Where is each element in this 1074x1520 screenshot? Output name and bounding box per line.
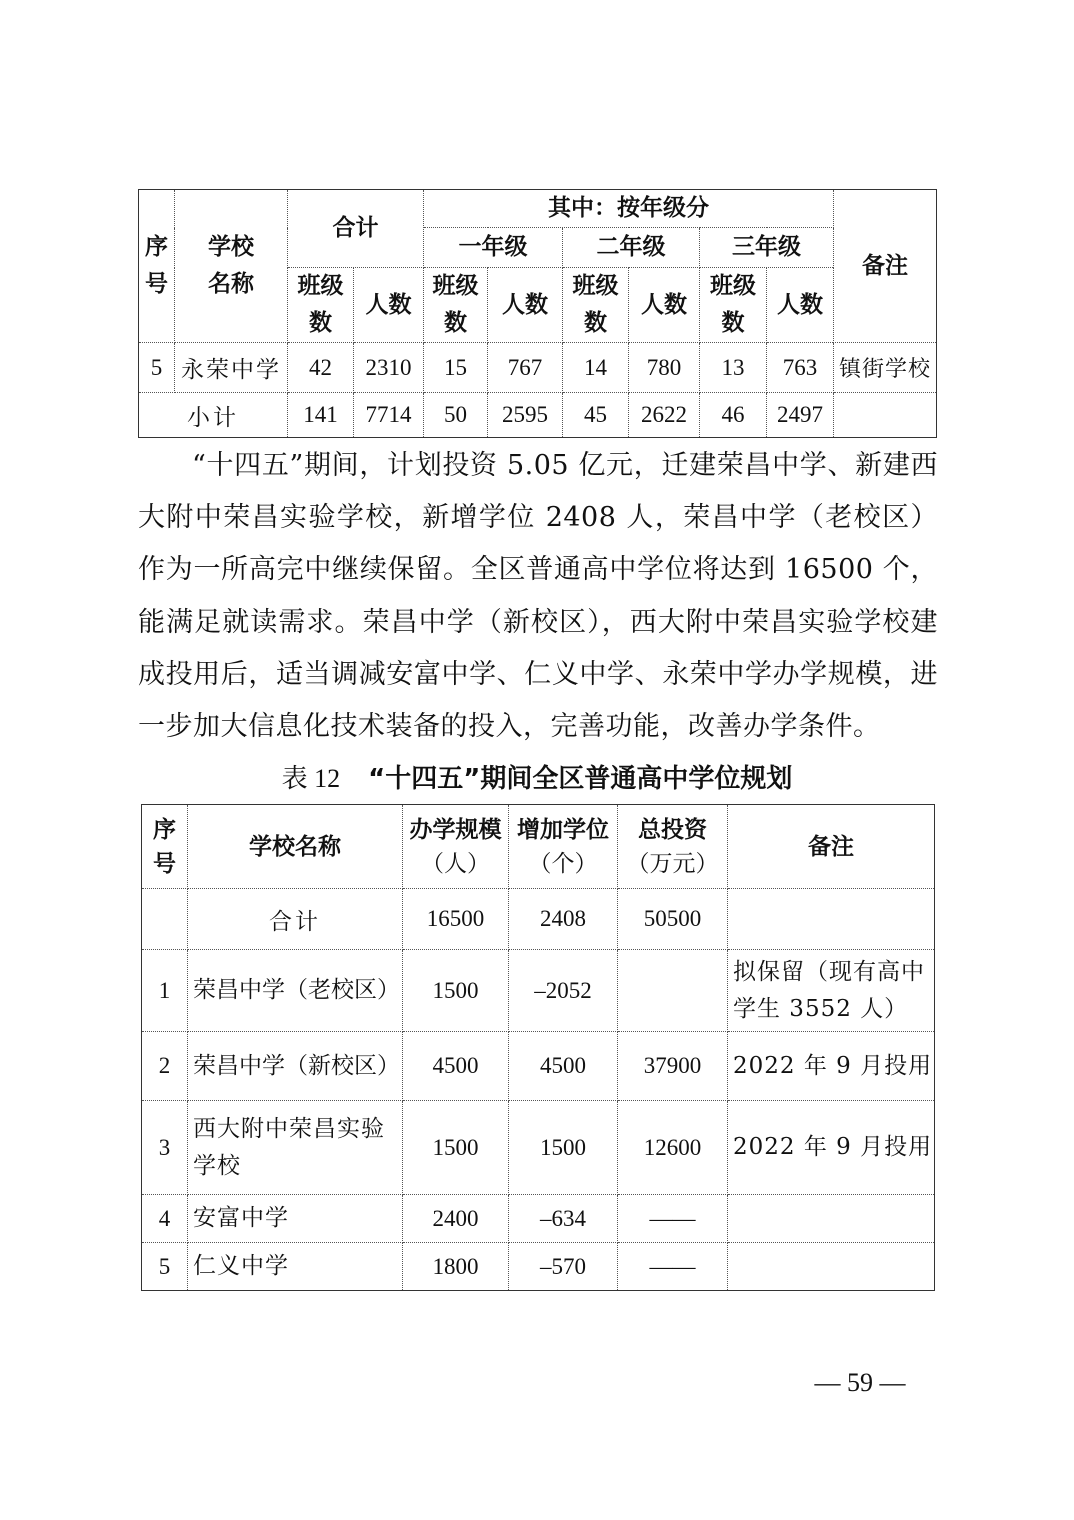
table-row <box>142 1195 935 1243</box>
row-remark: 2022 年 9 月投用 <box>728 1032 935 1101</box>
row-added: 1500 <box>509 1101 618 1195</box>
row-remark: 拟保留（现有高中学生 3552 人） <box>728 950 935 1032</box>
total-scale: 16500 <box>403 889 509 950</box>
row-g3-people: 763 <box>767 343 834 393</box>
row-scale: 1500 <box>403 950 509 1032</box>
row-seq: 1 <box>142 950 188 1032</box>
header-scale <box>403 805 509 889</box>
table-row <box>139 343 937 393</box>
row-seq: 4 <box>142 1195 188 1243</box>
header-remark: 备注 <box>834 190 937 343</box>
row-g1-people: 767 <box>488 343 563 393</box>
subtotal-g3-classes: 46 <box>700 393 767 438</box>
header-seq-text: 序号 <box>153 816 176 877</box>
header-g1-classes <box>424 268 488 343</box>
header-added-label: 增加学位 <box>517 816 609 843</box>
row-g2-people: 780 <box>629 343 700 393</box>
header-remark: 备注 <box>728 805 935 889</box>
caption-title: “十四五”期间全区普通高中学位规划 <box>368 764 793 794</box>
table-row <box>142 1243 935 1291</box>
header-school-text: 学校名称 <box>208 234 254 297</box>
header-added <box>509 805 618 889</box>
total-remark <box>728 889 935 950</box>
row-invest <box>618 950 728 1032</box>
row-invest: 12600 <box>618 1101 728 1195</box>
row-remark: 镇街学校 <box>834 343 937 393</box>
row-school: 荣昌中学（老校区） <box>188 950 403 1032</box>
header-scale-unit: （人） <box>421 850 490 877</box>
row-seq: 2 <box>142 1032 188 1101</box>
header-grade-3: 三年级 <box>700 228 834 268</box>
row-total-people: 2310 <box>354 343 424 393</box>
degree-plan-table <box>141 804 935 1291</box>
page-number: — 59 — <box>814 1368 906 1397</box>
row-g2-classes: 14 <box>563 343 629 393</box>
caption-number: 表 12 <box>281 764 341 793</box>
row-seq: 3 <box>142 1101 188 1195</box>
header-g2-people: 人数 <box>629 268 700 343</box>
header-total-people: 人数 <box>354 268 424 343</box>
row-remark <box>728 1243 935 1291</box>
subtotal-remark <box>834 393 937 438</box>
total-label: 合计 <box>188 889 403 950</box>
row-added: 4500 <box>509 1032 618 1101</box>
total-added: 2408 <box>509 889 618 950</box>
header-seq <box>142 805 188 889</box>
row-g3-classes: 13 <box>700 343 767 393</box>
enrollment-table <box>138 189 937 438</box>
subtotal-total-people: 7714 <box>354 393 424 438</box>
table-caption <box>138 758 936 795</box>
row-school: 荣昌中学（新校区） <box>188 1032 403 1101</box>
total-row <box>142 889 935 950</box>
header-added-unit: （个） <box>528 850 598 877</box>
table-row <box>142 1032 935 1101</box>
row-scale: 4500 <box>403 1032 509 1101</box>
header-class-count: 班级数 <box>297 273 344 336</box>
subtotal-g2-people: 2622 <box>629 393 700 438</box>
row-added: –2052 <box>509 950 618 1032</box>
header-grade-1: 一年级 <box>424 228 563 268</box>
header-scale-label: 办学规模 <box>409 816 502 843</box>
header-g3-people: 人数 <box>767 268 834 343</box>
row-g1-classes: 15 <box>424 343 488 393</box>
header-invest-unit: （万元） <box>626 850 719 877</box>
header-class-count: 班级数 <box>710 273 756 336</box>
subtotal-total-classes: 141 <box>288 393 354 438</box>
row-scale: 1500 <box>403 1101 509 1195</box>
row-invest: —— <box>618 1243 728 1291</box>
row-seq: 5 <box>139 343 175 393</box>
header-class-count: 班级数 <box>572 273 619 336</box>
subtotal-row <box>139 393 937 438</box>
row-school: 仁义中学 <box>188 1243 403 1291</box>
row-added: –634 <box>509 1195 618 1243</box>
subtotal-g2-classes: 45 <box>563 393 629 438</box>
header-invest-label: 总投资 <box>638 816 707 843</box>
header-seq: 序号 <box>139 190 175 343</box>
row-seq: 5 <box>142 1243 188 1291</box>
header-grade-group: 其中：按年级分 <box>424 190 834 228</box>
header-g2-classes <box>563 268 629 343</box>
row-scale: 1800 <box>403 1243 509 1291</box>
subtotal-g1-people: 2595 <box>488 393 563 438</box>
row-remark <box>728 1195 935 1243</box>
header-g1-people: 人数 <box>488 268 563 343</box>
row-total-classes: 42 <box>288 343 354 393</box>
table-row <box>142 950 935 1032</box>
subtotal-g1-classes: 50 <box>424 393 488 438</box>
header-g3-classes <box>700 268 767 343</box>
row-school: 永荣中学 <box>175 343 288 393</box>
subtotal-g3-people: 2497 <box>767 393 834 438</box>
body-paragraph <box>138 440 938 753</box>
header-grade-2: 二年级 <box>563 228 700 268</box>
header-class-count: 班级数 <box>432 273 479 336</box>
paragraph-text: “十四五”期间，计划投资 5.05 亿元，迁建荣昌中学、新建西大附中荣昌实验学校，新增学位 2408 人，荣昌中学（老校区）作为一所高完中继续保留。全区普通高中学位将达到 16500 个，能满足就读需求。荣昌中学（新校区），西大附中荣昌实验学校建成投用后，适当调减安富中学、仁义中学、永荣中学办学规模，进一步加大信息化技术装备的投入，完善功能，改善办学条件。 <box>138 450 938 743</box>
header-school: 学校名称 <box>188 805 403 889</box>
total-invest: 50500 <box>618 889 728 950</box>
subtotal-label: 小计 <box>139 393 288 438</box>
row-school: 安富中学 <box>188 1195 403 1243</box>
row-invest: —— <box>618 1195 728 1243</box>
row-scale: 2400 <box>403 1195 509 1243</box>
header-invest <box>618 805 728 889</box>
header-school <box>175 190 288 343</box>
total-seq <box>142 889 188 950</box>
header-total-classes <box>288 268 354 343</box>
row-remark: 2022 年 9 月投用 <box>728 1101 935 1195</box>
row-invest: 37900 <box>618 1032 728 1101</box>
table-row <box>142 1101 935 1195</box>
row-school: 西大附中荣昌实验学校 <box>188 1101 403 1195</box>
header-total: 合计 <box>288 190 424 268</box>
row-added: –570 <box>509 1243 618 1291</box>
